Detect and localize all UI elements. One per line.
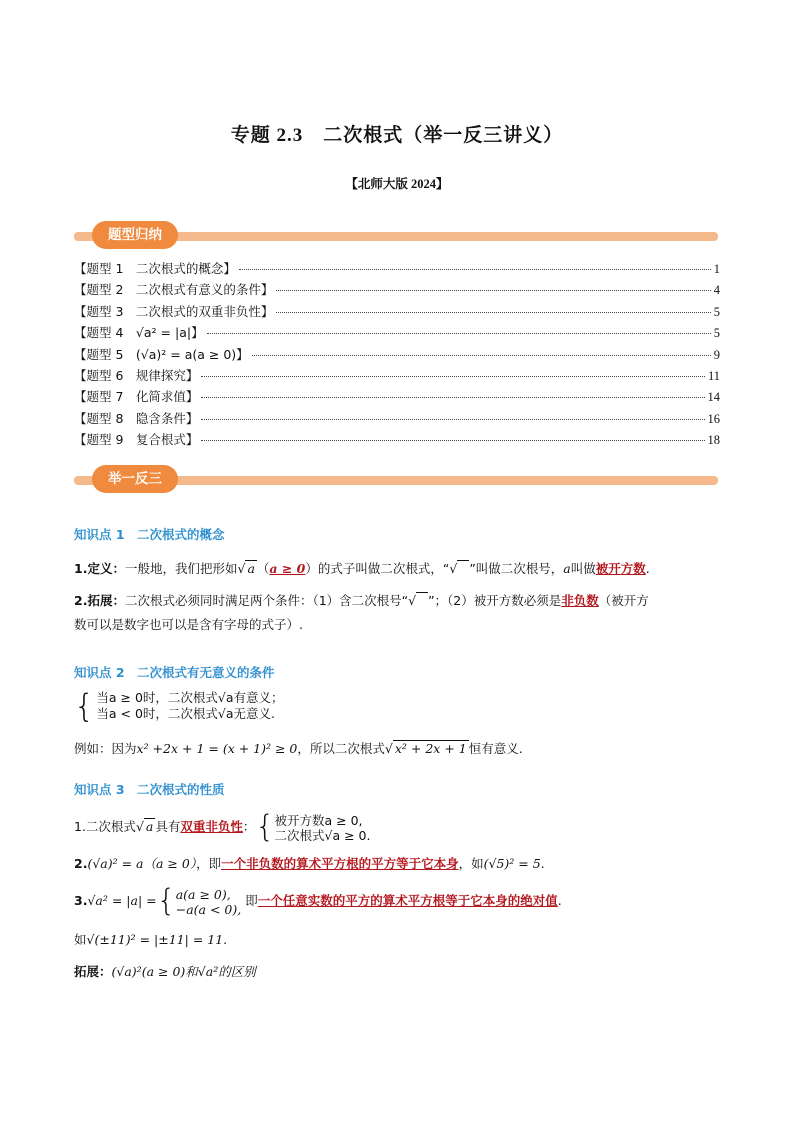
toc-item[interactable] <box>74 430 720 451</box>
toc-leader-dots <box>201 419 704 420</box>
toc-item-label: 【题型 4 √a² = |a|】 <box>74 325 204 341</box>
toc-leader-dots <box>276 290 710 291</box>
property-1: 1.二次根式√ a 具有双重非负性：{被开方数a ≥ 0, 二次根式√a ≥ 0. <box>74 809 371 845</box>
toc-item-label: 【题型 6 规律探究】 <box>74 367 199 383</box>
section-heading-3: 知识点 3 二次根式的性质 <box>74 782 225 797</box>
toc-leader-dots <box>201 397 704 398</box>
toc-item-label: 【题型 8 隐含条件】 <box>74 410 199 426</box>
toc-item-page: 16 <box>707 411 720 426</box>
toc-item-page: 4 <box>713 283 720 298</box>
toc-item[interactable] <box>74 259 720 280</box>
toc-banner <box>74 221 718 251</box>
example-paragraph: 例如：因为x² +2x + 1 = (x + 1)² ≥ 0，所以二次根式√ x² + 2x + 1 恒有意义. <box>74 741 523 756</box>
toc-item[interactable] <box>74 387 720 408</box>
main-banner <box>74 465 718 495</box>
toc-item[interactable] <box>74 323 720 344</box>
example-11: 如√(±11)² = |±11| = 11. <box>74 932 228 947</box>
page-title: 专题 2.3 二次根式（举一反三讲义） <box>230 125 564 146</box>
toc-item-page: 5 <box>713 326 720 341</box>
edition-label: 【北师大版 2024】 <box>345 177 449 191</box>
condition-block: { 当a ≥ 0时，二次根式√a有意义； 当a < 0时，二次根式√a无意义. <box>74 687 284 725</box>
extension-paragraph: 2.拓展：二次根式必须同时满足两个条件：（1）含二次根号“√ ”；（2）被开方数必须是非负数（被开方 数可以是数字也可以是含有字母的式子）. <box>74 593 649 632</box>
toc-leader-dots <box>201 376 705 377</box>
banner-pill: 举一反三 <box>92 465 178 493</box>
toc-leader-dots <box>276 312 710 313</box>
toc-item-label: 【题型 2 二次根式有意义的条件】 <box>74 282 274 298</box>
toc-item-page: 14 <box>707 390 720 405</box>
property-2: 2.(√a)² = a（a ≥ 0），即一个非负数的算术平方根的平方等于它本身，如(√5)² = 5. <box>74 856 545 871</box>
toc-item-label: 【题型 5 (√a)² = a(a ≥ 0)】 <box>74 346 249 362</box>
toc-item-page: 9 <box>713 347 720 362</box>
section-heading-1: 知识点 1 二次根式的概念 <box>74 527 225 542</box>
toc-item-label: 【题型 7 化简求值】 <box>74 389 199 405</box>
toc-item-page: 18 <box>707 433 720 448</box>
toc-item-label: 【题型 9 复合根式】 <box>74 432 199 448</box>
toc-leader-dots <box>201 440 704 441</box>
toc-item[interactable] <box>74 366 720 387</box>
definition-paragraph: 1.定义：一般地，我们把形如√ a （a ≥ 0）的式子叫做二次根式，“√ ”叫做二次根号，a叫做被开方数. <box>74 561 650 576</box>
toc-item[interactable] <box>74 280 720 301</box>
toc-item-page: 5 <box>713 304 720 319</box>
banner-pill: 题型归纳 <box>92 221 178 249</box>
extension-note: 拓展：(√a)²(a ≥ 0)和√a²的区别 <box>74 964 256 979</box>
toc-item-label: 【题型 1 二次根式的概念】 <box>74 261 236 276</box>
section-heading-2: 知识点 2 二次根式有无意义的条件 <box>74 665 275 680</box>
property-3: 3.√a² = |a| ={a(a ≥ 0), −a(a < 0), 即一个任意实数的平方的算术平方根等于它本身的绝对值. <box>74 883 562 919</box>
toc-item[interactable] <box>74 345 720 366</box>
toc-item-page: 1 <box>713 262 720 276</box>
toc-leader-dots <box>207 333 711 334</box>
table-of-contents <box>74 259 720 452</box>
toc-item[interactable] <box>74 409 720 430</box>
toc-item[interactable] <box>74 302 720 323</box>
toc-item-label: 【题型 3 二次根式的双重非负性】 <box>74 303 274 319</box>
toc-leader-dots <box>239 269 711 270</box>
toc-leader-dots <box>252 355 711 356</box>
toc-item-page: 11 <box>707 368 720 383</box>
